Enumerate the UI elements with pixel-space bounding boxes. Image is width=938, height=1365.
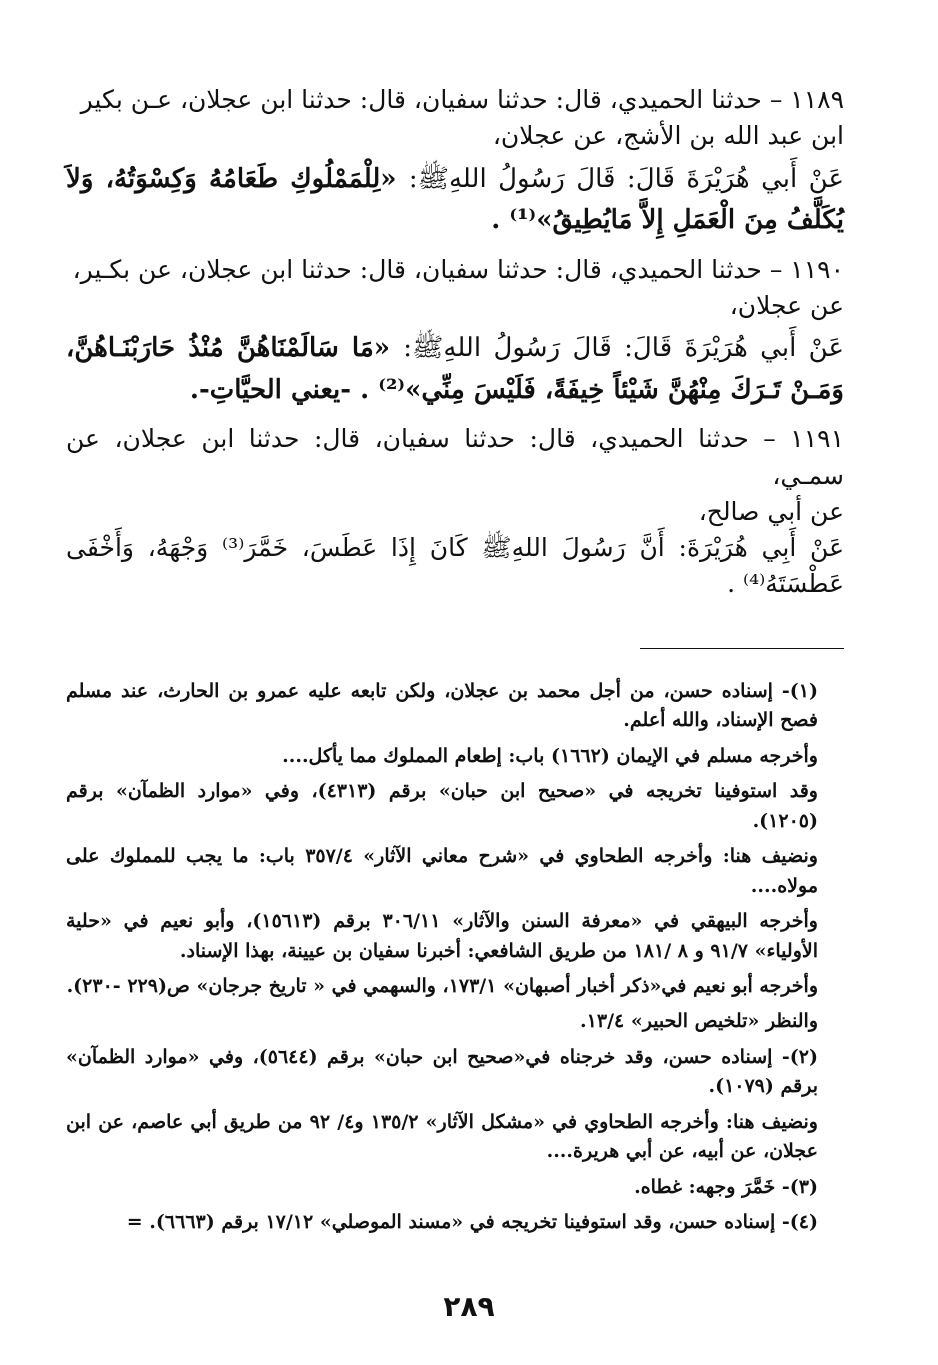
footnote: (٢)- إسناده حسن، وقد خرجناه في«صحيح ابن حبان» برقم (٥٦٤٤)، وفي «موارد الظمآن» برقم (١٠٧٩).	[66, 1045, 818, 1098]
isnad-line: ابن عبد الله بن الأشج، عن عجلان،	[492, 121, 844, 151]
footnote: وأخرجه مسلم في الإيمان (١٦٦٢) باب: إطعام المملوك مما يأكل....	[282, 744, 818, 767]
hadith-section	[66, 82, 844, 603]
matn-intro: عَنْ أَبِي هُرَيْرَةَ: أَنَّ رَسُولَ اللهِﷺ كَانَ إِذَا عَطَسَ، خَمَّرَ⁽³⁾ وَجْهَهُ، وَأَخْفَى عَطْسَتَهُ⁽⁴⁾ .	[66, 533, 844, 599]
footnote: (٣)- خَمَّرَ وجهه: غطاه.	[634, 1175, 818, 1198]
footnote: وأخرجه أبو نعيم في«ذكر أخبار أصبهان» ١٧٣/١، والسهمي في « تاريخ جرجان» ص(٢٢٩ -٢٣٠).	[66, 974, 818, 997]
matn-quote: «مَا سَالَمْنَاهُنَّ مُنْذُ حَارَبْنَـاهُنَّ، وَمَـنْ تَـرَكَ مِنْهُنَّ شَيْئاً خِيفَةً، فَلَيْسَ مِنِّي»⁽²⁾ . -يعني الحيَّاتِ-.	[66, 333, 844, 405]
footnote-separator	[640, 648, 844, 649]
footnote: (١)- إسناده حسن، من أجل محمد بن عجلان، ولكن تابعه عليه عمرو بن الحارث، عند مسلم فصح الإسناد، والله أعلم.	[66, 680, 818, 732]
matn-quote: «لِلْمَمْلُوكِ طَعَامُهُ وَكِسْوَتُهُ، وَلاَ يُكَلَّفُ مِنَ الْعَمَلِ إِلاَّ مَايُطِيقُ»⁽¹⁾ .	[66, 163, 844, 236]
matn-intro: عَنْ أَبي هُرَيْرَةَ قَالَ: قَالَ رَسُولُ اللهِﷺ:	[408, 163, 844, 194]
matn-text	[66, 328, 844, 411]
footnotes	[66, 674, 844, 1240]
footnote: (٤)- إسناده حسن، وقد استوفينا تخريجه في «مسند الموصلي» ١٧/١٢ برقم (٦٦٦٣). =	[126, 1211, 818, 1233]
footnote: ونضيف هنا: وأخرجه الطحاوي في «مشكل الآثار» ١٣٥/٢ و٤/ ٩٢ من طريق أبي عاصم، عن ابن عجلان، عن أبيه، عن أبي هريرة....	[66, 1110, 818, 1163]
footnote: وأخرجه البيهقي في «معرفة السنن والآثار» ٣٠٦/١١ برقم (١٥٦١٣)، وأبو نعيم في «حلية الأولياء» ٩١/٧ و ٨ /١٨١ من طريق الشافعي: أخبرنا سفيان بن عيينة، بهذا الإسناد.	[66, 910, 818, 962]
matn-text	[66, 530, 844, 603]
matn-text	[66, 159, 844, 242]
isnad-line: ١١٩٠ – حدثنا الحميدي، قال: حدثنا سفيان، قال: حدثنا ابن عجلان، عن بكـير،	[72, 254, 844, 284]
hadith-1190	[66, 252, 844, 412]
hadith-1191	[66, 421, 844, 602]
isnad-line: عن عجلان،	[729, 290, 844, 320]
isnad-line: عن أبي صالح،	[698, 496, 844, 526]
hadith-1189	[66, 82, 844, 242]
isnad-line: ١١٨٩ – حدثنا الحميدي، قال: حدثنا سفيان، قال: حدثنا ابن عجلان، عـن بكير	[80, 85, 844, 114]
isnad-line: ١١٩١ – حدثنا الحميدي، قال: حدثنا سفيان، قال: حدثنا ابن عجلان، عن سمـي،	[66, 424, 844, 490]
matn-intro: عَنْ أَبي هُرَيْرَةَ قَالَ: قَالَ رَسُولُ اللهِﷺ:	[403, 333, 844, 364]
page-number: ٢٨٩	[443, 1290, 495, 1323]
footnote: والنظر «تلخيص الحبير» ١٣/٤.	[580, 1010, 818, 1033]
footnote: ونضيف هنا: وأخرجه الطحاوي في «شرح معاني الآثار» ٣٥٧/٤ باب: ما يجب للمملوك على مولاه....	[66, 845, 818, 897]
footnote: وقد استوفينا تخريجه في «صحيح ابن حبان» برقم (٤٣١٣)، وفي «موارد الظمآن» برقم (١٢٠٥).	[66, 780, 818, 832]
